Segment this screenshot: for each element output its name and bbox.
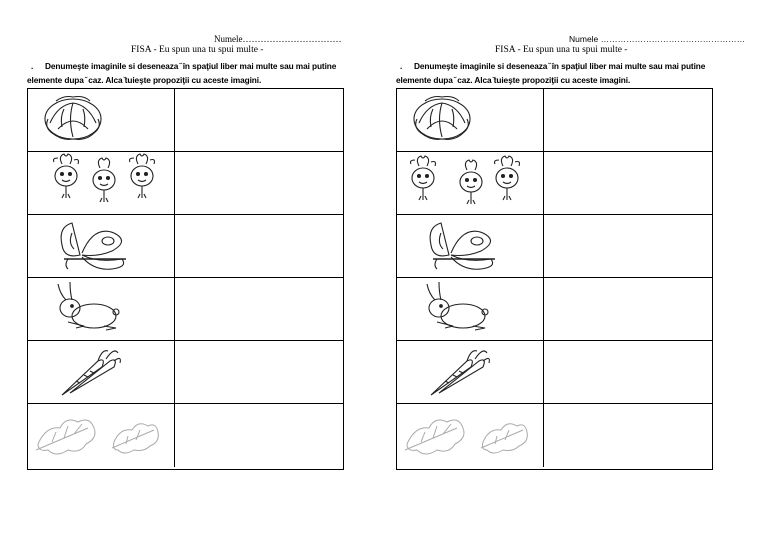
picture-cell xyxy=(397,215,544,277)
picture-cell xyxy=(28,278,175,340)
answer-space[interactable] xyxy=(175,152,343,214)
answer-space[interactable] xyxy=(175,404,343,467)
leaf-icon xyxy=(397,404,543,467)
table-row xyxy=(28,89,343,152)
worksheet-right xyxy=(396,0,746,480)
picture-cell xyxy=(397,341,544,403)
answer-space[interactable] xyxy=(544,152,712,214)
table-row xyxy=(28,278,343,341)
answer-space[interactable] xyxy=(544,341,712,403)
picture-cell xyxy=(28,215,175,277)
table-row xyxy=(28,404,343,467)
table-row xyxy=(397,278,712,341)
answer-space[interactable] xyxy=(175,215,343,277)
picture-cell xyxy=(28,89,175,151)
table-row xyxy=(397,89,712,152)
instruction-bullet: . xyxy=(31,61,34,71)
table-row xyxy=(397,341,712,404)
rabbit-icon xyxy=(397,278,543,341)
table-row xyxy=(397,215,712,278)
instruction-text xyxy=(27,59,367,87)
picture-cell xyxy=(397,89,544,151)
worksheet-title: FISA - Eu spun una tu spui multe - xyxy=(131,45,264,55)
table-row xyxy=(397,404,712,467)
cabbage-icon xyxy=(397,89,543,152)
radish-icon xyxy=(28,152,174,215)
picture-cell xyxy=(28,404,175,467)
answer-space[interactable] xyxy=(544,278,712,340)
picture-cell xyxy=(28,341,175,403)
table-row xyxy=(28,341,343,404)
exercise-table xyxy=(27,88,344,470)
picture-cell xyxy=(397,152,544,214)
picture-cell xyxy=(28,152,175,214)
answer-space[interactable] xyxy=(544,215,712,277)
exercise-table xyxy=(396,88,713,470)
name-field-label: Numele …………………………………………… xyxy=(569,34,746,44)
instruction-body: Denumeşte imaginile si deseneaza ̆ în spaţiul liber mai multe sau mai putine elemente dupa ̆ caz. Alca ̆tuieşte propoziţii cu aceste imagini. xyxy=(396,61,706,85)
name-field-label: Numele…………………………… xyxy=(214,34,342,44)
instruction-text xyxy=(396,59,736,87)
answer-space[interactable] xyxy=(175,278,343,340)
answer-space[interactable] xyxy=(544,404,712,467)
leaf-icon xyxy=(28,404,174,467)
carrot-icon xyxy=(397,341,543,404)
instruction-body: Denumeşte imaginile si deseneaza ̆ în spaţiul liber mai multe sau mai putine elemente dupa ̆ caz. Alca ̆tuieşte propoziţii cu aceste imagini. xyxy=(27,61,337,85)
answer-space[interactable] xyxy=(544,89,712,151)
instruction-bullet: . xyxy=(400,61,403,71)
table-row xyxy=(28,152,343,215)
worksheet-left xyxy=(27,0,347,480)
carrot-icon xyxy=(28,341,174,404)
table-row xyxy=(397,152,712,215)
table-row xyxy=(28,215,343,278)
answer-space[interactable] xyxy=(175,341,343,403)
butterfly-icon xyxy=(28,215,174,278)
picture-cell xyxy=(397,278,544,340)
worksheet-title: FISA - Eu spun una tu spui multe - xyxy=(495,45,628,55)
picture-cell xyxy=(397,404,544,467)
butterfly-icon xyxy=(397,215,543,278)
rabbit-icon xyxy=(28,278,174,341)
cabbage-icon xyxy=(28,89,174,152)
radish-icon xyxy=(397,152,543,215)
answer-space[interactable] xyxy=(175,89,343,151)
